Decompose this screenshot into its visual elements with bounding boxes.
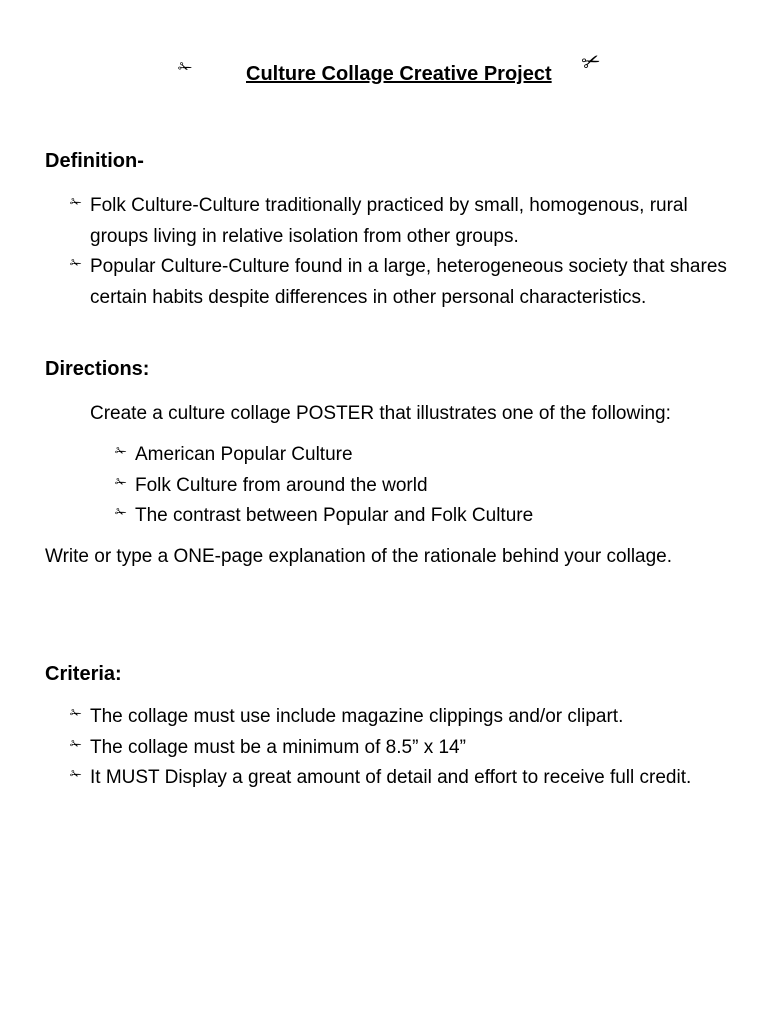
list-item (70, 733, 710, 764)
option-contrast: The contrast between Popular and Folk Culture (135, 505, 534, 526)
scissors-bullet-icon: ✁ (70, 255, 82, 271)
scissors-bullet-icon: ✁ (70, 735, 82, 752)
directions-list (115, 440, 715, 532)
list-item (115, 471, 715, 502)
scissors-bullet-icon: ✁ (70, 705, 82, 721)
definition-popular-culture: Popular Culture-Culture found in a large, heterogeneous society that shares certain habits despite differences in other personal characteristics. (90, 256, 727, 308)
scissors-bullet-icon: ✁ (70, 766, 82, 782)
list-item (115, 440, 715, 471)
option-folk-culture: Folk Culture from around the world (135, 474, 428, 496)
option-american-popular-culture: American Popular Culture (135, 444, 353, 465)
scissors-bullet-icon: ✁ (70, 194, 82, 210)
definition-heading: Definition- (45, 150, 144, 172)
criteria-heading: Criteria: (45, 663, 122, 685)
list-item (70, 702, 710, 733)
scissors-bullet-icon: ✁ (115, 443, 127, 459)
title-row (0, 46, 768, 90)
directions-explanation: Write or type a ONE-page explanation of the rationale behind your collage. (45, 546, 673, 567)
list-item (70, 763, 710, 794)
definition-list (70, 191, 730, 313)
scissors-bullet-icon: ✁ (115, 504, 127, 520)
directions-intro: Create a culture collage POSTER that illustrates one of the following: (90, 403, 671, 424)
criterion-size: The collage must be a minimum of 8.5” x 14” (90, 736, 466, 758)
criteria-list (70, 702, 710, 794)
page-title: Culture Collage Creative Project (246, 63, 552, 85)
directions-heading: Directions: (45, 358, 150, 380)
scissors-bullet-icon: ✁ (115, 473, 127, 490)
definition-folk-culture: Folk Culture-Culture traditionally practiced by small, homogenous, rural groups living in relative isolation from other groups. (90, 195, 688, 247)
list-item (70, 191, 730, 252)
list-item (70, 252, 730, 313)
criterion-materials: The collage must use include magazine clippings and/or clipart. (90, 706, 624, 727)
list-item (115, 501, 715, 532)
scissors-icon: ✂ (578, 46, 604, 77)
scissors-icon: ✁ (178, 58, 193, 77)
criterion-detail: It MUST Display a great amount of detail and effort to receive full credit. (90, 767, 692, 788)
